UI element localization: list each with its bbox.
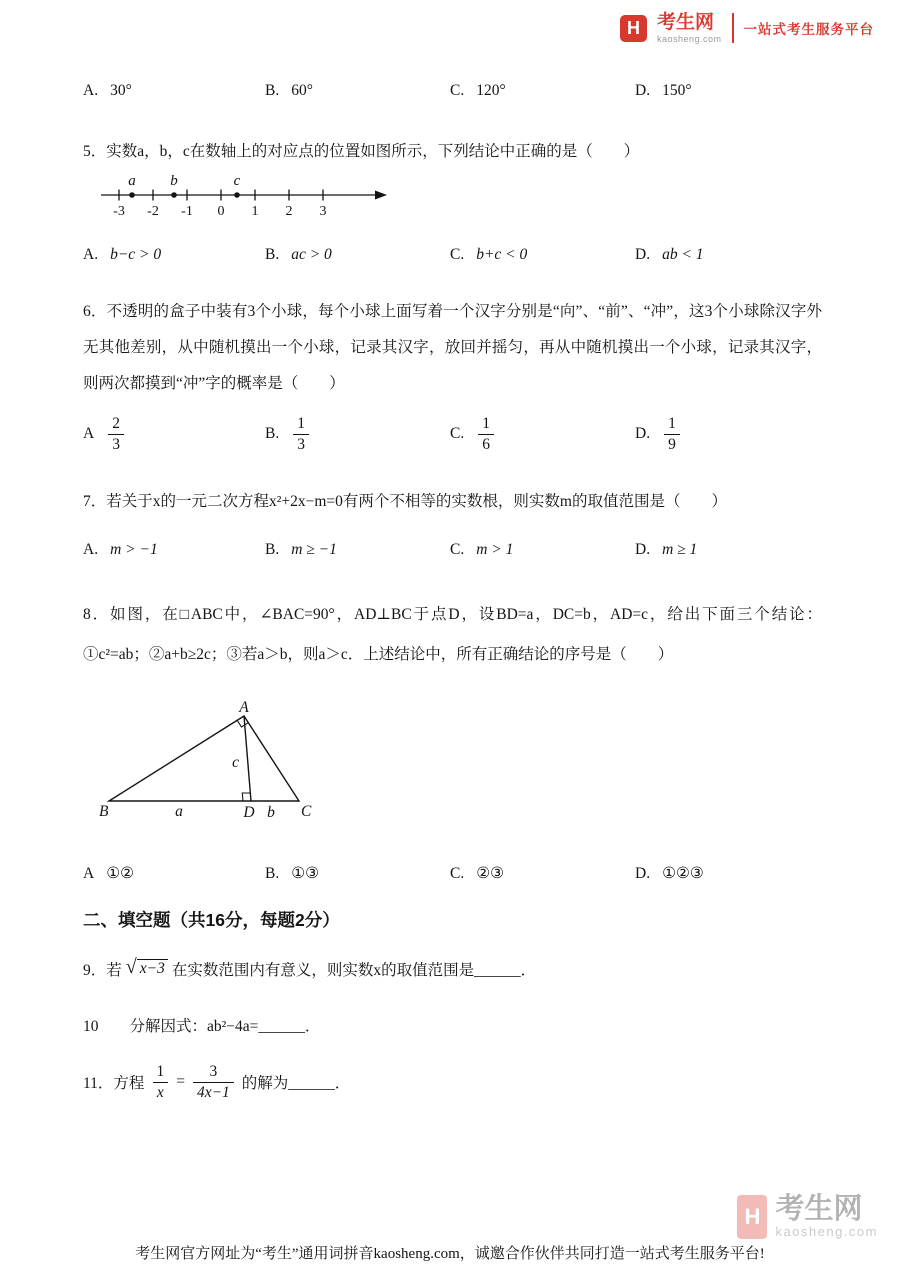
fraction [293,414,309,454]
q8-option-c [450,864,635,883]
vertex-b-label: B [99,803,109,821]
number-line-figure [97,173,822,224]
segment-c-label: c [232,754,239,772]
option-label: D. [635,541,651,559]
kaosheng-logo [620,13,874,44]
fraction-denominator: 9 [664,434,680,454]
option-label: C. [450,82,465,99]
fraction-numerator: 1 [156,1063,165,1081]
point-labels [128,173,240,189]
q5-option-c [450,246,635,264]
option-label: A. [83,82,99,99]
option-label: A [83,425,95,443]
option-value: b+c < 0 [476,246,528,264]
radical-sign: √ [125,956,137,979]
segment-a-label: a [175,803,183,821]
option-value: 60° [291,82,313,99]
q9-suffix: 在实数范围内有意义，则实数x的取值范围是______． [171,962,537,980]
triangle-svg [99,701,331,825]
question-4-options [83,82,822,100]
q8-option-d [635,864,822,883]
brand-tagline: 一站式考生服务平台 [743,22,874,38]
tick-label: 2 [285,204,293,220]
option-label: A. [83,246,99,264]
brand-name: 考生网 [656,12,714,33]
fraction [664,414,680,454]
q7-option-b [265,541,450,559]
logo-divider [732,13,734,43]
q4-option-b [265,82,450,100]
fraction-numerator: 1 [297,415,305,433]
kaosheng-logo-text [657,13,722,44]
option-value: m > −1 [110,541,158,559]
option-label: B. [265,425,280,443]
option-label: C. [450,864,465,882]
watermark-text [775,1194,878,1239]
q5-option-a [83,246,265,264]
question-7-stem: 7．若关于x的一元二次方程x²+2x−m=0有两个不相等的实数根，则实数m的取值范围是（ ） [83,493,727,510]
option-value: ①②③ [662,865,704,883]
question-10: 10 分解因式：ab²−4a=______． [83,1018,321,1036]
tick-label: 1 [251,204,259,220]
question-6-options [83,414,822,454]
section-2-title: 二、填空题（共16分，每题2分） [83,910,340,931]
fraction [152,1062,168,1102]
q5-option-b [265,246,450,264]
q4-option-d [635,82,822,100]
option-value: ①③ [291,865,320,883]
point-b-dot [171,192,177,198]
axis-arrowhead-icon [375,191,387,200]
kaosheng-watermark [737,1194,878,1239]
fraction-numerator: 3 [209,1063,218,1081]
fraction-denominator: x [153,1082,168,1102]
q11-suffix: 的解为______． [241,1075,351,1093]
question-9 [83,958,822,980]
q9-prefix: 9．若 [83,962,122,980]
fraction-denominator: 4x−1 [193,1082,234,1102]
point-b-label: b [170,173,178,190]
fraction-denominator: 3 [293,434,309,454]
kaosheng-watermark-icon: H [737,1195,767,1239]
question-5-stem: 5．实数a，b，c在数轴上的对应点的位置如图所示，下列结论中正确的是（ ） [83,143,640,160]
option-label: A [83,864,95,882]
question-6-stem: 6．不透明的盒子中装有3个小球，每个小球上面写着一个汉字分别是“向”、“前”、“冲”，这3个小球除汉字外无其他差别，从中随机摸出一个小球，记录其汉字，放回并摇匀，再从中随机摸出一个小球，记录其汉字，则两次都摸到“冲”字的概率是（ ） [83,303,822,393]
question-11 [83,1062,822,1102]
brand-domain: kaosheng.com [656,33,722,44]
question-5-options [83,246,822,264]
fraction [193,1062,234,1102]
q7-option-a [83,541,265,559]
option-label: A. [83,541,99,559]
option-value: b−c > 0 [110,246,162,264]
q6-option-b [265,414,450,454]
fraction-denominator: 3 [108,434,124,454]
footer-text: 考生网官方网址为“考生”通用词拼音kaosheng.com，诚邀合作伙伴共同打造一站式考生服务平台! [135,1246,765,1262]
point-a-label: a [128,173,136,190]
vertex-c-label: C [301,803,312,821]
radicand: x−3 [137,959,168,978]
q6-option-a [83,414,265,454]
option-label: B. [265,541,280,559]
option-label: B. [265,82,280,99]
equals-sign: = [176,1073,185,1091]
tick-labels [113,204,326,219]
q8-option-a [83,864,265,883]
option-value: ab < 1 [662,246,704,264]
triangle-figure [99,701,822,830]
triangle-labels [99,701,312,821]
watermark-domain: kaosheng.com [775,1224,878,1240]
option-label: D. [635,425,651,443]
watermark-brand: 考生网 [775,1193,863,1225]
option-label: C. [450,541,465,559]
option-value: ac > 0 [291,246,332,264]
question-7-options [83,541,822,559]
kaosheng-logo-icon: H [620,15,647,42]
option-label: D. [635,82,651,99]
triangle-edges [109,716,299,801]
fraction-numerator: 2 [112,415,120,433]
q7-option-c [450,541,635,559]
question-8-stem: 8．如图，在□ABC中，∠BAC=90°，AD⊥BC于点D，设BD=a，DC=b，AD=c，给出下面三个结论：①c²=ab；②a+b≥2c；③若a＞b，则a＞c．上述结论中，所有正确结论的序号是（ ） [83,606,822,664]
q11-prefix: 11．方程 [83,1075,145,1093]
vertex-a-label: A [239,701,249,717]
fraction-numerator: 1 [668,415,676,433]
option-label: B. [265,864,280,882]
q6-option-d [635,414,822,454]
tick-label: -3 [113,204,125,220]
option-value: m ≥ −1 [291,541,337,559]
segment-b-label: b [267,804,275,822]
tick-label: 3 [319,204,327,220]
fraction [108,414,124,454]
option-value: ②③ [476,865,505,883]
tick-label: -2 [147,204,159,220]
option-value: m ≥ 1 [662,541,698,559]
q8-option-b [265,864,450,883]
right-angle-at-d [242,793,250,801]
foot-d-label: D [243,804,255,822]
fraction-denominator: 6 [478,434,494,454]
option-value: 150° [662,82,692,99]
option-value: 120° [476,82,506,99]
q5-option-d [635,246,822,264]
q6-option-c [450,414,635,454]
q7-option-d [635,541,822,559]
option-value: m > 1 [476,541,514,559]
tick-label: -1 [181,204,193,220]
point-c-dot [234,192,240,198]
fraction-numerator: 1 [482,415,490,433]
sqrt-expression [125,956,168,979]
option-label: D. [635,864,651,882]
q4-option-c [450,82,635,100]
option-value: ①② [106,865,134,883]
option-label: B. [265,246,280,264]
option-value: 30° [110,82,132,99]
number-line-svg [97,173,389,219]
fraction [478,414,494,454]
point-c-label: c [233,173,241,190]
option-label: C. [450,246,465,264]
exam-content [0,82,900,1102]
point-a-dot [129,192,135,198]
option-label: C. [450,425,465,443]
tick-label: 0 [217,204,225,220]
question-8-options [83,864,822,883]
q4-option-a [83,82,265,100]
option-label: D. [635,246,651,264]
